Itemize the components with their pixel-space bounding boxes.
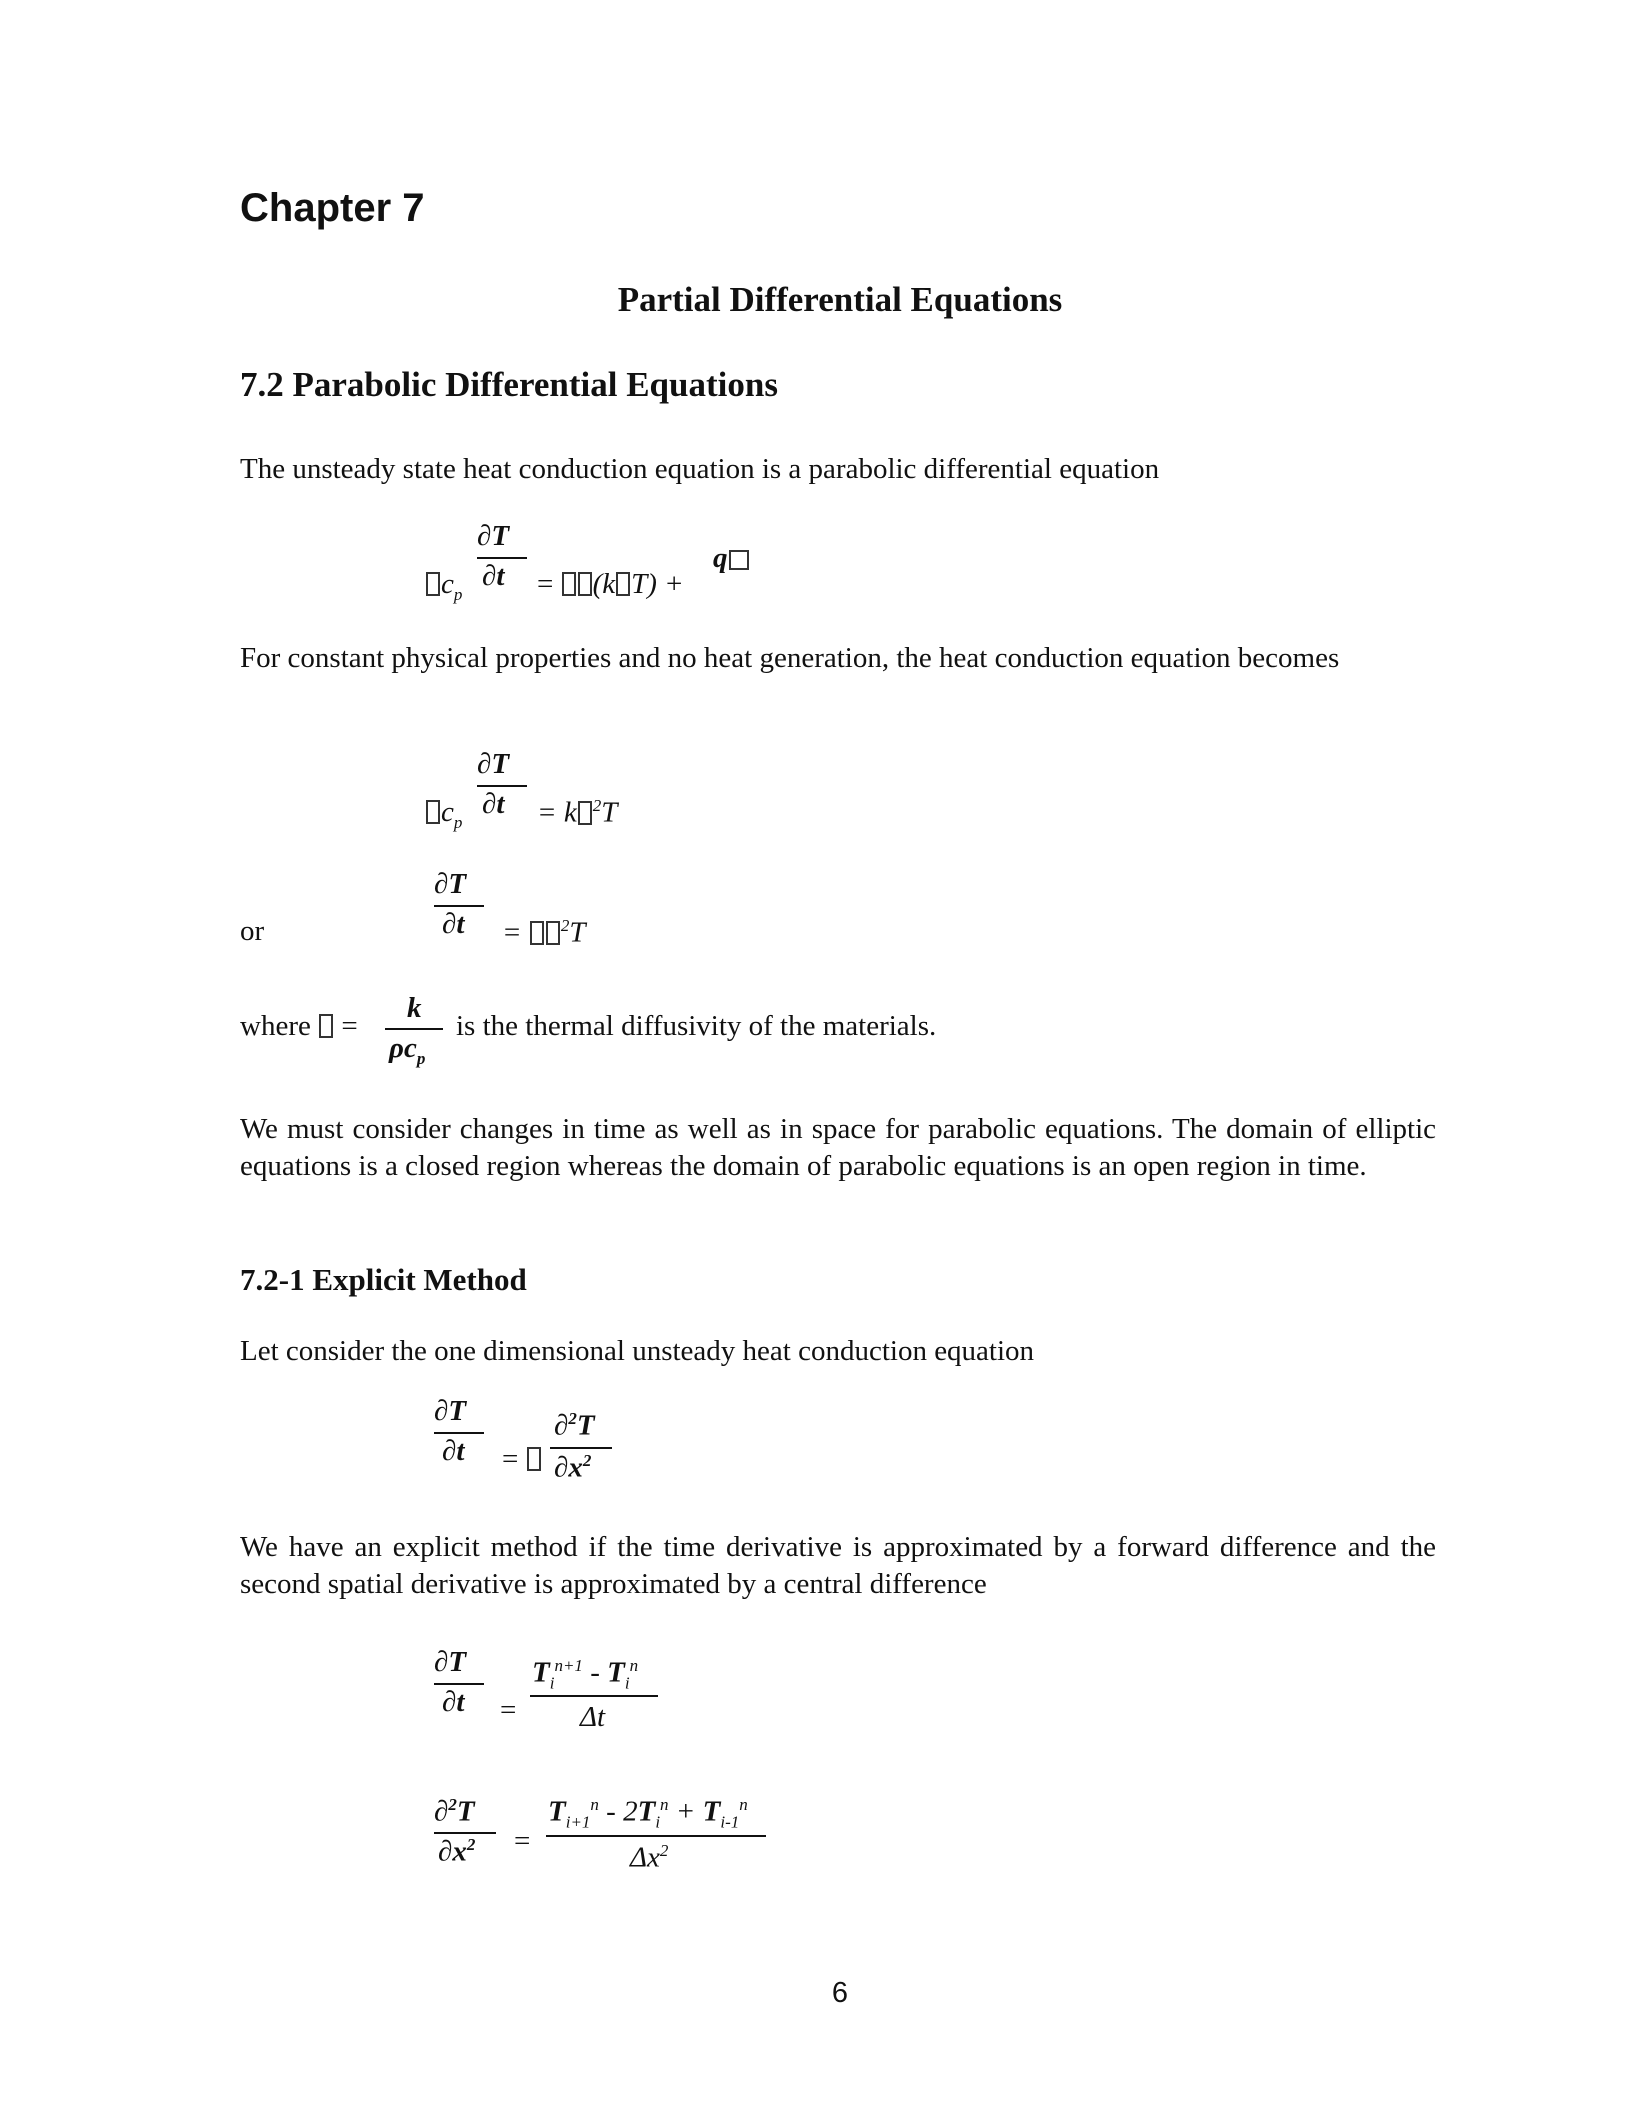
fraction-denominator: $\Delta x^2$ [630, 1841, 669, 1874]
fraction-numerator: $T_{i+1}^n - 2T_i^n + T_{i-1}^n$ [548, 1795, 748, 1832]
rho-symbol: $c_p$ [425, 796, 462, 833]
equation-heat-conduction-general [425, 520, 785, 610]
page-number: 6 [831, 1977, 849, 2009]
paragraph-explicit-method: We have an explicit method if the time derivative is approximated by a forward difference and the second spatial derivative is approximated by a central difference [240, 1531, 1436, 1600]
equals-sign: = [514, 1825, 531, 1857]
fraction-numerator: ∂$^2$T [434, 1795, 475, 1828]
fraction-numerator: ∂T [477, 748, 510, 780]
fraction-numerator: ∂T [477, 520, 510, 552]
equation-forward-difference [434, 1646, 694, 1746]
heat-generation-term: q [713, 542, 750, 575]
fraction-bar [434, 1832, 496, 1834]
fraction-numerator: ∂T [434, 1395, 467, 1427]
paragraph-1d-equation: Let consider the one dimensional unsteady heat conduction equation [240, 1335, 1035, 1367]
section-heading: 7.2 Parabolic Differential Equations [240, 365, 778, 404]
fraction-numerator: k [407, 992, 422, 1024]
fraction-bar [434, 1683, 484, 1685]
paragraph-constant-properties: For constant physical properties and no heat generation, the heat conduction equation becomes [240, 642, 1340, 674]
fraction-denominator: $\rho c_p$ [389, 1032, 426, 1068]
equation-constant-properties [425, 748, 665, 838]
equation-diffusivity-form [434, 868, 634, 958]
fraction-bar [477, 557, 527, 559]
paragraph-domains: We must consider changes in time as well as in space for parabolic equations. The domain of elliptic equations is a closed region whereas the domain of parabolic equations is an open region in time. [240, 1113, 1436, 1182]
equation-central-difference [434, 1795, 794, 1895]
fraction-denominator: Δt [580, 1701, 606, 1733]
fraction-bar [434, 1432, 484, 1434]
equation-rhs: = [502, 1443, 542, 1476]
paragraph-intro: The unsteady state heat conduction equation is a parabolic differential equation [240, 453, 1160, 485]
fraction-numerator: $T_i^{n+1} - T_i^n$ [532, 1656, 639, 1693]
fraction-bar [530, 1695, 658, 1697]
fraction-denominator: $\partial x^2$ [554, 1451, 592, 1484]
fraction-bar [546, 1835, 766, 1837]
fraction-bar [550, 1447, 612, 1449]
fraction-bar [385, 1028, 443, 1030]
subsection-heading: 7.2-1 Explicit Method [240, 1262, 527, 1297]
fraction-denominator: ∂t [482, 560, 505, 592]
equation-1d-heat [434, 1395, 654, 1495]
fraction-denominator: ∂t [482, 788, 505, 820]
where-clause-description: is the thermal diffusivity of the materials. [456, 1010, 937, 1042]
equation-alpha-fraction [385, 992, 455, 1072]
fraction-denominator: ∂t [442, 1686, 465, 1718]
or-label: or [240, 915, 265, 947]
fraction-denominator: ∂t [442, 908, 465, 940]
equation-rhs: = k $^2$T [537, 796, 618, 829]
fraction-denominator: $\partial x^2$ [438, 1835, 476, 1868]
page-title: Partial Differential Equations [617, 280, 1063, 319]
fraction-bar [434, 905, 484, 907]
equation-rhs: = (k T) + [537, 568, 684, 600]
equals-sign: = [500, 1694, 517, 1726]
fraction-numerator: ∂T [434, 1646, 467, 1678]
fraction-denominator: ∂t [442, 1435, 465, 1467]
chapter-heading: Chapter 7 [240, 186, 425, 230]
equation-rhs: = $^2$T [502, 916, 586, 949]
where-clause: where = [240, 1010, 358, 1042]
rho-symbol: $c_p$ [425, 568, 462, 605]
fraction-numerator: ∂T [434, 868, 467, 900]
fraction-numerator: ∂$^2$T [554, 1409, 595, 1442]
fraction-bar [477, 785, 527, 787]
